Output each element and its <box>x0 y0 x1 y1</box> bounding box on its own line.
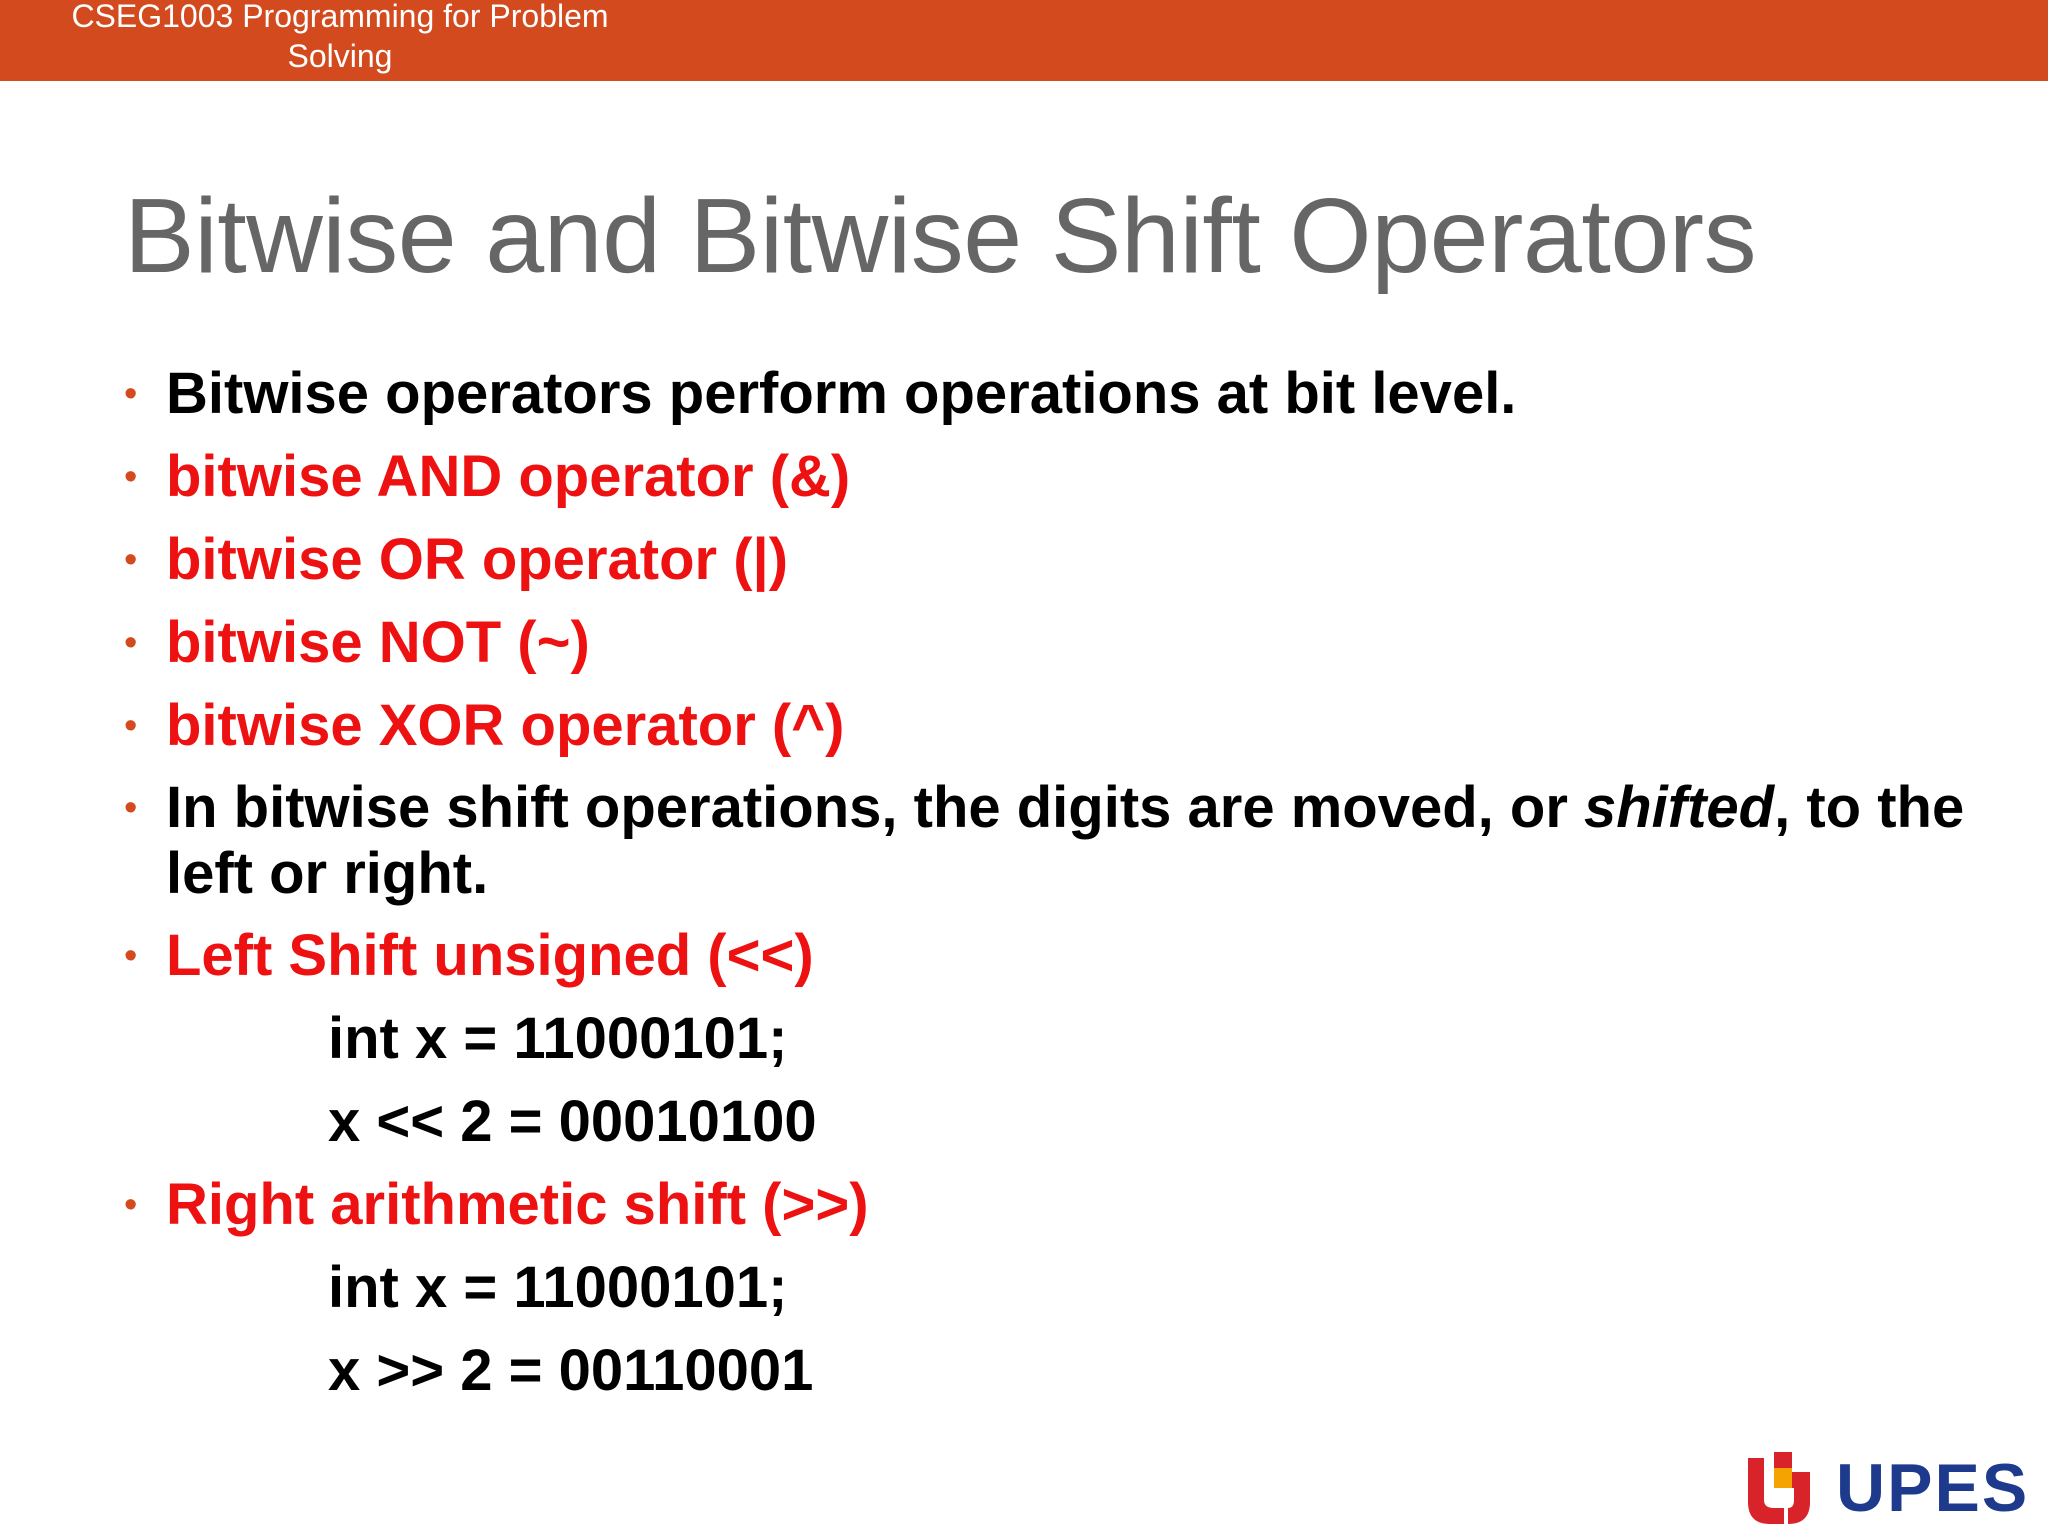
code-line-left-declaration: int x = 11000101; <box>328 1006 788 1071</box>
bullet-text: Bitwise operators perform operations at bit level. <box>166 361 1517 426</box>
bullet-xor <box>120 692 2000 760</box>
upes-logo-text: UPES <box>1836 1450 2030 1526</box>
bullet-text: bitwise AND operator (&) <box>166 444 851 509</box>
bullet-dot: • <box>124 622 138 664</box>
bullet-right-shift <box>120 1171 2000 1239</box>
slide-content <box>120 360 2000 1420</box>
bullet-and <box>120 443 2000 511</box>
bullet-text-before: In bitwise shift operations, the digits are moved, or <box>166 775 1584 840</box>
bullet-not <box>120 609 2000 677</box>
bullet-or <box>120 526 2000 594</box>
bullet-dot: • <box>124 373 138 415</box>
bullet-text: bitwise OR operator (|) <box>166 527 789 592</box>
bullet-left-shift <box>120 922 2000 990</box>
course-title <box>10 0 670 76</box>
bullet-text-italic: shifted <box>1584 775 1775 840</box>
course-title-line-1: CSEG1003 Programming for Problem <box>71 0 609 34</box>
bullet-shift-intro <box>120 775 2000 907</box>
bullet-dot: • <box>124 705 138 747</box>
code-line-right-declaration: int x = 11000101; <box>328 1255 788 1320</box>
bullet-text-after: , to the left or right. <box>166 775 1965 906</box>
upes-logo <box>1744 1450 2034 1526</box>
code-line-left-result: x << 2 = 00010100 <box>328 1089 817 1154</box>
code-line-right-result: x >> 2 = 00110001 <box>328 1338 814 1403</box>
course-title-line-2: Solving <box>287 38 393 74</box>
bullet-dot: • <box>124 539 138 581</box>
bullet-dot: • <box>124 787 138 829</box>
bullet-text: Left Shift unsigned (<<) <box>166 923 814 988</box>
bullet-bitwise-intro <box>120 360 2000 428</box>
bullet-text: bitwise NOT (~) <box>166 610 590 675</box>
upes-logo-mark-icon <box>1744 1450 1814 1526</box>
bullet-text: bitwise XOR operator (^) <box>166 693 845 758</box>
slide-title: Bitwise and Bitwise Shift Operators <box>124 177 1757 295</box>
bullet-dot: • <box>124 456 138 498</box>
bullet-text: Right arithmetic shift (>>) <box>166 1172 869 1237</box>
header-bar <box>0 0 2048 81</box>
bullet-dot: • <box>124 935 138 977</box>
bullet-dot: • <box>124 1184 138 1226</box>
